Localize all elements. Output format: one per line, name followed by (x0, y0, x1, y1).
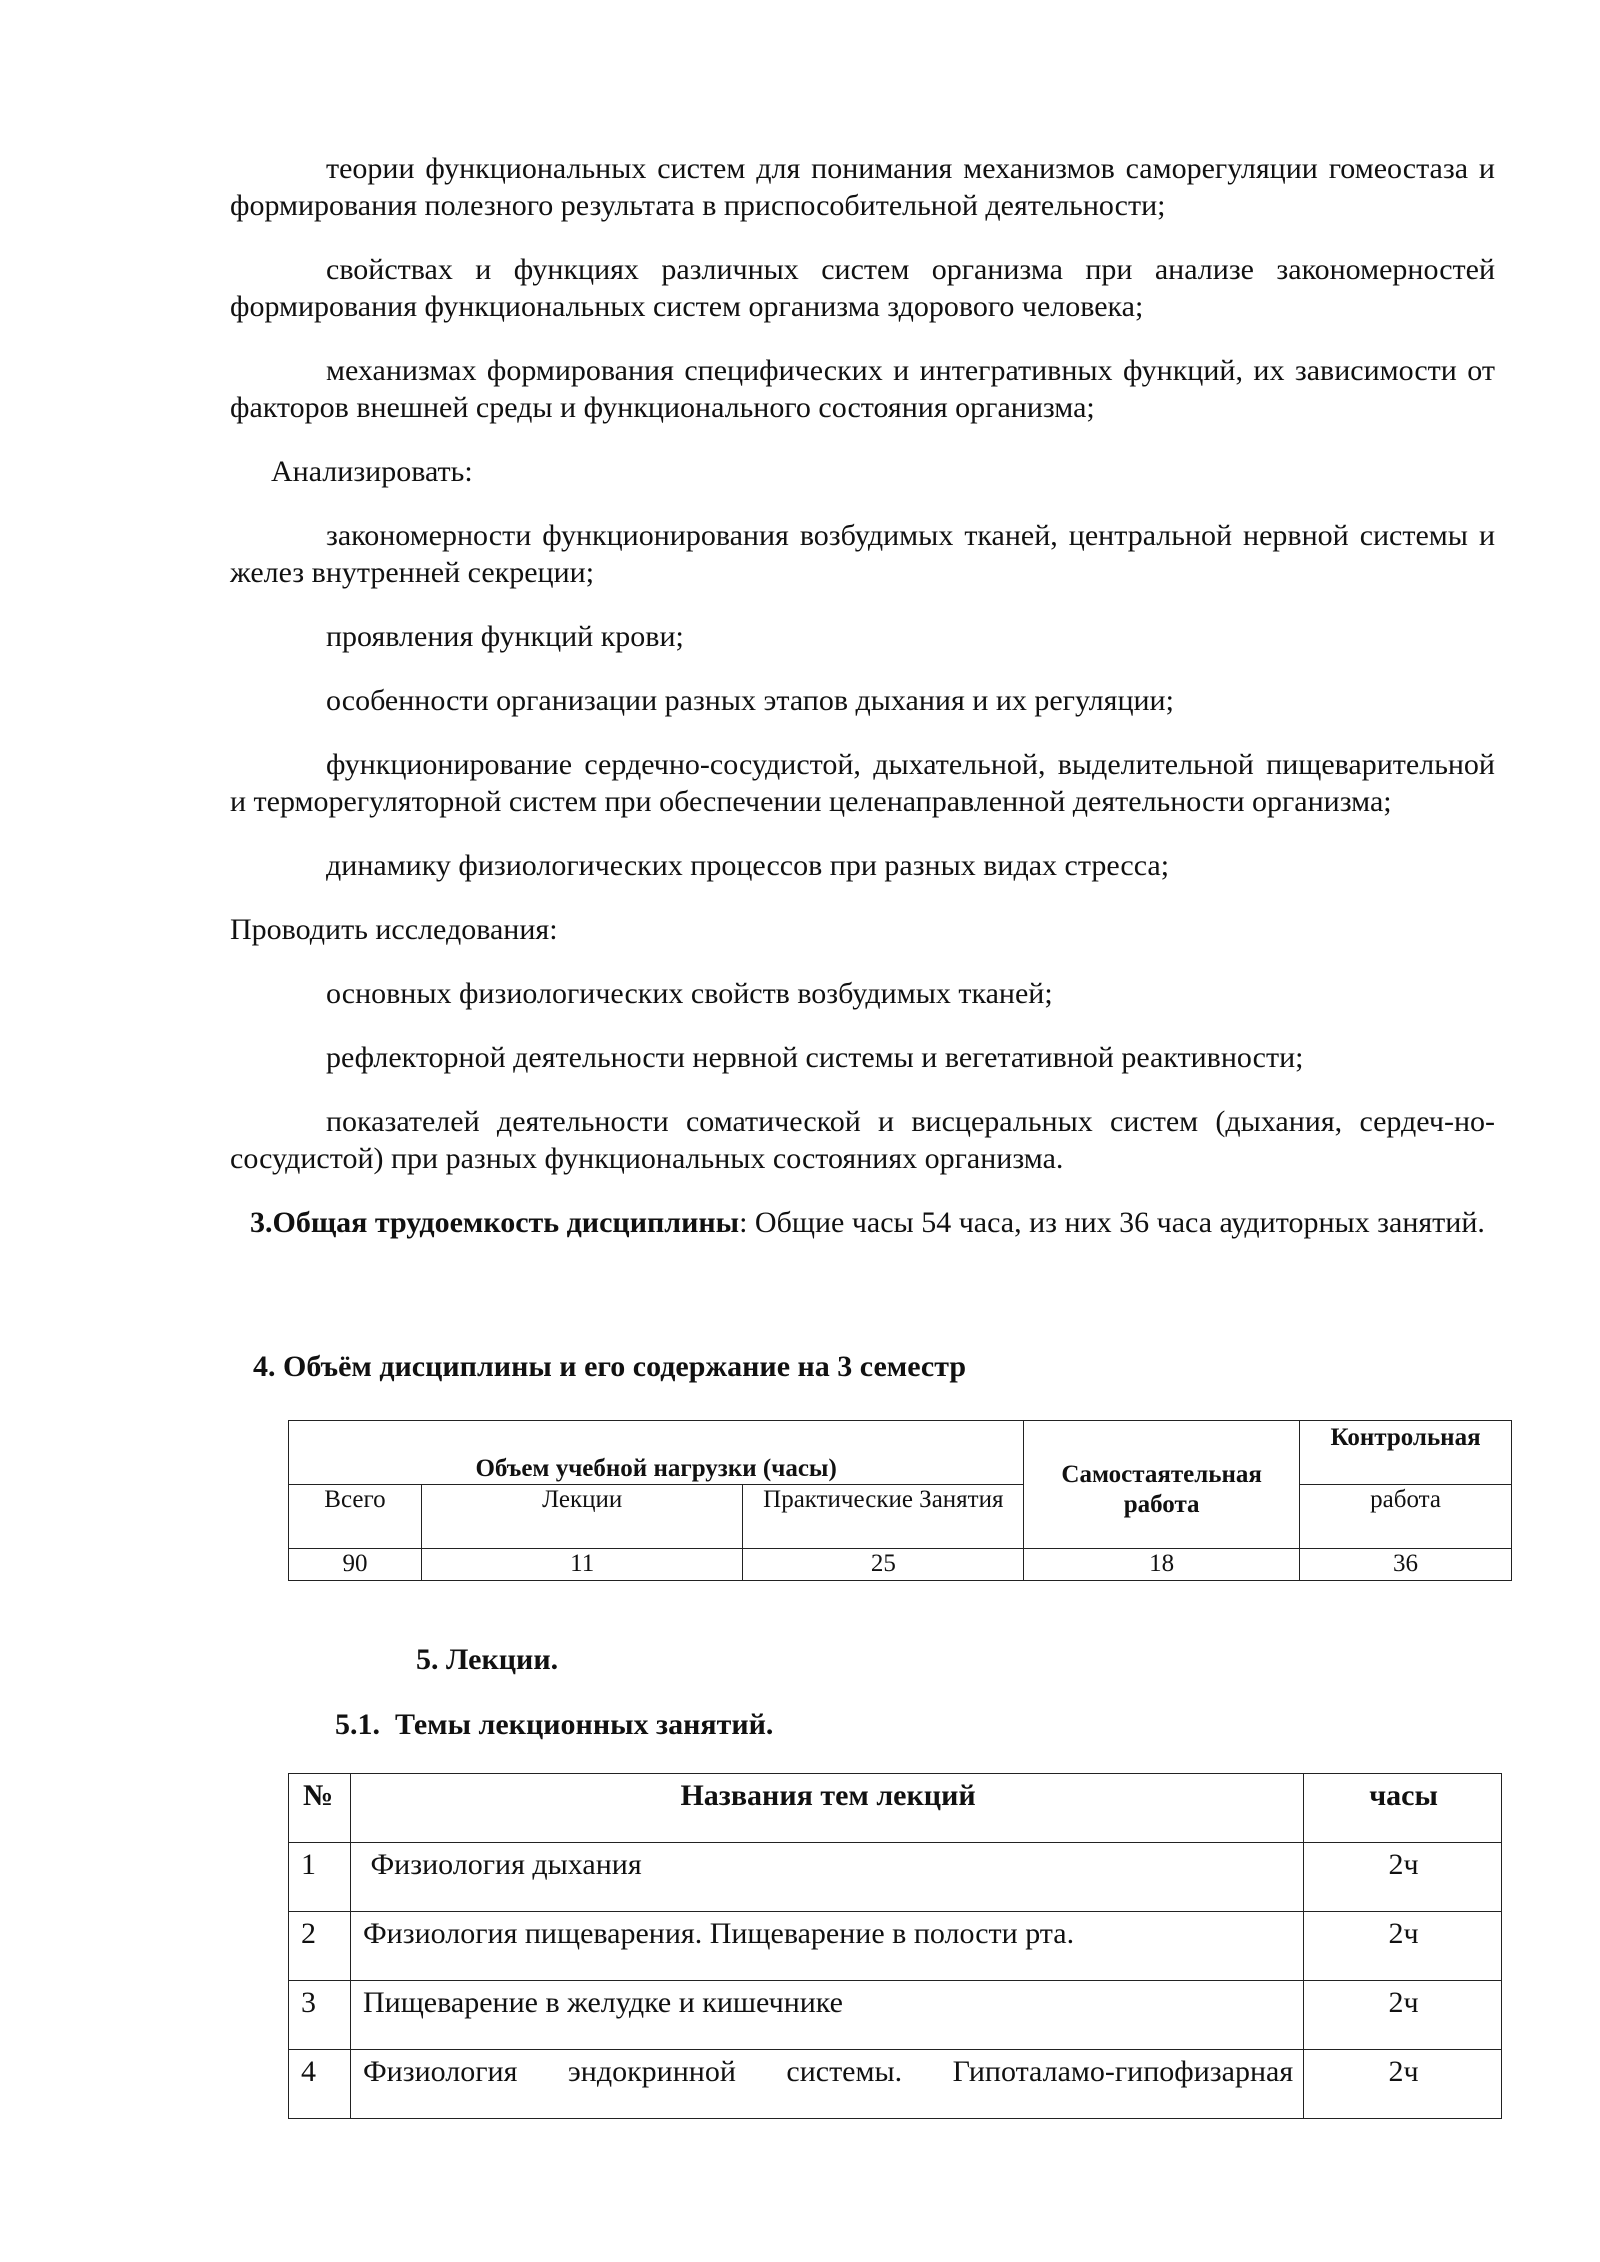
workload-text: : Общие часы 54 часа, из них 36 часа аудиторных занятий. (739, 1206, 1485, 1239)
row-title: Физиология пищеварения. Пищеварение в полости рта. (350, 1912, 1303, 1981)
row-title: Пищеварение в желудке и кишечнике (350, 1981, 1303, 2050)
paragraph: рефлекторной деятельности нервной системы и вегетативной реактивности; (326, 1041, 1304, 1074)
table-cell: 36 (1300, 1549, 1512, 1581)
col-total-header: Всего (289, 1485, 422, 1549)
paragraph: динамику физиологических процессов при разных видах стресса; (326, 849, 1170, 882)
row-hours: 2ч (1304, 1843, 1502, 1912)
row-number: 2 (289, 1912, 351, 1981)
paragraph: теории функциональных систем для понимания механизмов саморегуляции гомеостаза и формирования полезного результата в приспособительной деятельности; (230, 152, 1495, 222)
paragraph: функционирование сердечно-сосудистой, дыхательной, выделительной пищеварительной и терморегуляторной систем при обеспечении целенаправленной деятельности организма; (230, 748, 1495, 818)
self-work-header: Самостаятельная работа (1024, 1421, 1300, 1549)
col-hours-header: часы (1304, 1774, 1502, 1843)
paragraph-heading-research: Проводить исследования: (230, 913, 558, 946)
lectures-table (288, 1773, 1502, 2119)
row-hours: 2ч (1304, 1912, 1502, 1981)
col-practical-header: Практические Занятия (743, 1485, 1024, 1549)
table-cell: 25 (743, 1549, 1024, 1581)
row-number: 3 (289, 1981, 351, 2050)
section-5-heading: 5. Лекции. (416, 1643, 559, 1676)
table-cell: 18 (1024, 1549, 1300, 1581)
row-title: Физиология дыхания (350, 1843, 1303, 1912)
paragraph: проявления функций крови; (326, 620, 684, 653)
col-lectures-header: Лекции (421, 1485, 743, 1549)
paragraph: основных физиологических свойств возбудимых тканей; (326, 977, 1053, 1010)
paragraph-workload (230, 1204, 1495, 1241)
document-page (230, 150, 1495, 1268)
control-header: Контрольная (1300, 1421, 1512, 1485)
table-cell: 11 (421, 1549, 743, 1581)
table-row (289, 1843, 1502, 1912)
table-row (289, 1912, 1502, 1981)
row-hours: 2ч (1304, 1981, 1502, 2050)
row-number: 1 (289, 1843, 351, 1912)
table-row (289, 2050, 1502, 2119)
col-number-header: № (289, 1774, 351, 1843)
workload-label: 3.Общая трудоемкость дисциплины (250, 1206, 740, 1239)
paragraph: свойствах и функциях различных систем организма при анализе закономерностей формирования функциональных систем организма здорового человека; (230, 253, 1495, 323)
volume-table (288, 1420, 1512, 1581)
row-number: 4 (289, 2050, 351, 2119)
table-cell: 90 (289, 1549, 422, 1581)
paragraph: закономерности функционирования возбудимых тканей, центральной нервной системы и желез внутренней секреции; (230, 519, 1495, 589)
table-row (289, 1981, 1502, 2050)
paragraph: показателей деятельности соматической и висцеральных систем (дыхания, сердеч-но-сосудистой) при разных функциональных состояниях организма. (230, 1105, 1495, 1175)
paragraph: механизмах формирования специфических и интегративных функций, их зависимости от факторов внешней среды и функционального состояния организма; (230, 354, 1495, 424)
section-4-heading: 4. Объём дисциплины и его содержание на 3 семестр (253, 1350, 967, 1383)
col-title-header: Названия тем лекций (350, 1774, 1303, 1843)
control-header-bottom: работа (1300, 1485, 1512, 1549)
volume-header: Объем учебной нагрузки (часы) (289, 1421, 1024, 1485)
section-5-1-heading: 5.1. Темы лекционных занятий. (335, 1708, 774, 1741)
paragraph: особенности организации разных этапов дыхания и их регуляции; (326, 684, 1174, 717)
row-hours: 2ч (1304, 2050, 1502, 2119)
row-title: Физиология эндокринной системы. Гипоталамо-гипофизарная (350, 2050, 1303, 2119)
paragraph-heading-analyze: Анализировать: (271, 455, 473, 488)
